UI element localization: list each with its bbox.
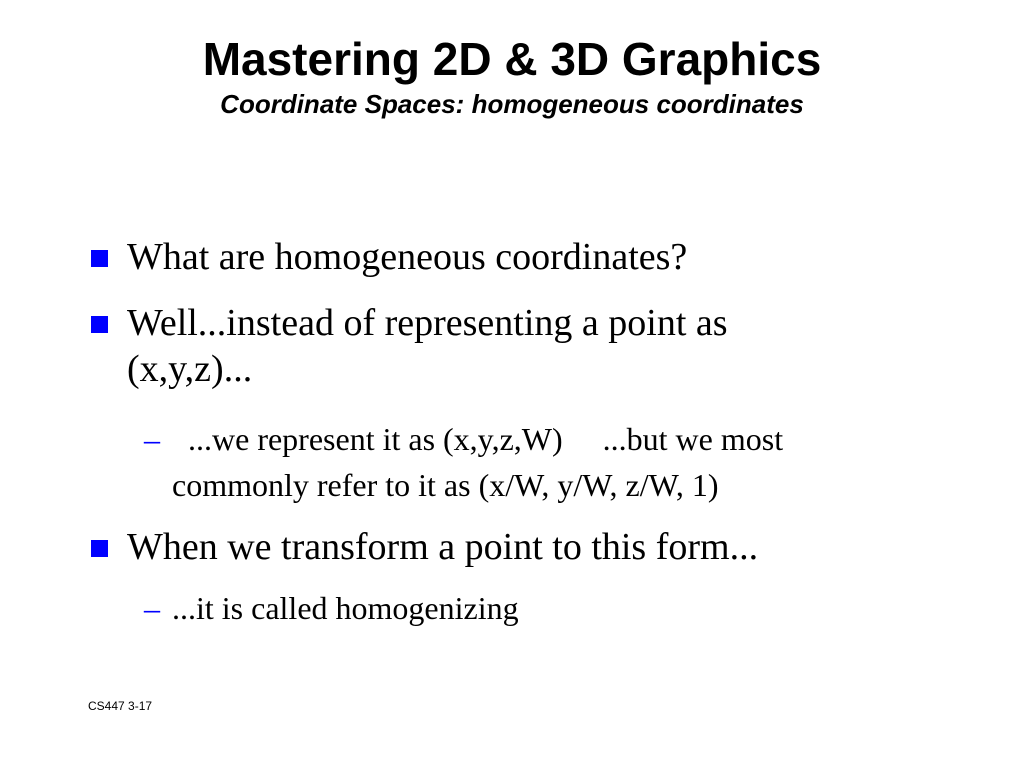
bullet-text: When we transform a point to this form... bbox=[127, 526, 759, 568]
dash-bullet-icon: – bbox=[144, 590, 160, 626]
sub-bullet-item bbox=[144, 585, 519, 631]
slide-footer-label: CS447 3-17 bbox=[88, 699, 153, 713]
slide-subtitle: Coordinate Spaces: homogeneous coordinates bbox=[220, 89, 804, 119]
bullet-item bbox=[127, 300, 728, 392]
sub-bullet-text-line-2: commonly refer to it as (x/W, y/W, z/W, 1) bbox=[172, 467, 719, 503]
sub-bullet-text-part-a: ...we represent it as (x,y,z,W) bbox=[188, 421, 563, 457]
bullet-text-line-2: (x,y,z)... bbox=[127, 348, 253, 390]
bullet-item bbox=[127, 234, 687, 280]
square-bullet-icon bbox=[91, 540, 108, 557]
sub-bullet-text-part-b: ...but we most bbox=[602, 421, 784, 457]
slide-title: Mastering 2D & 3D Graphics bbox=[202, 33, 822, 85]
dash-bullet-icon: – bbox=[144, 421, 160, 457]
square-bullet-icon bbox=[91, 316, 108, 333]
bullet-text-line-1: Well...instead of representing a point as bbox=[127, 302, 728, 344]
square-bullet-icon bbox=[91, 250, 108, 267]
bullet-item bbox=[127, 524, 758, 570]
sub-bullet-text: ...it is called homogenizing bbox=[172, 590, 519, 626]
bullet-text: What are homogeneous coordinates? bbox=[127, 236, 688, 278]
sub-bullet-item bbox=[144, 416, 784, 508]
